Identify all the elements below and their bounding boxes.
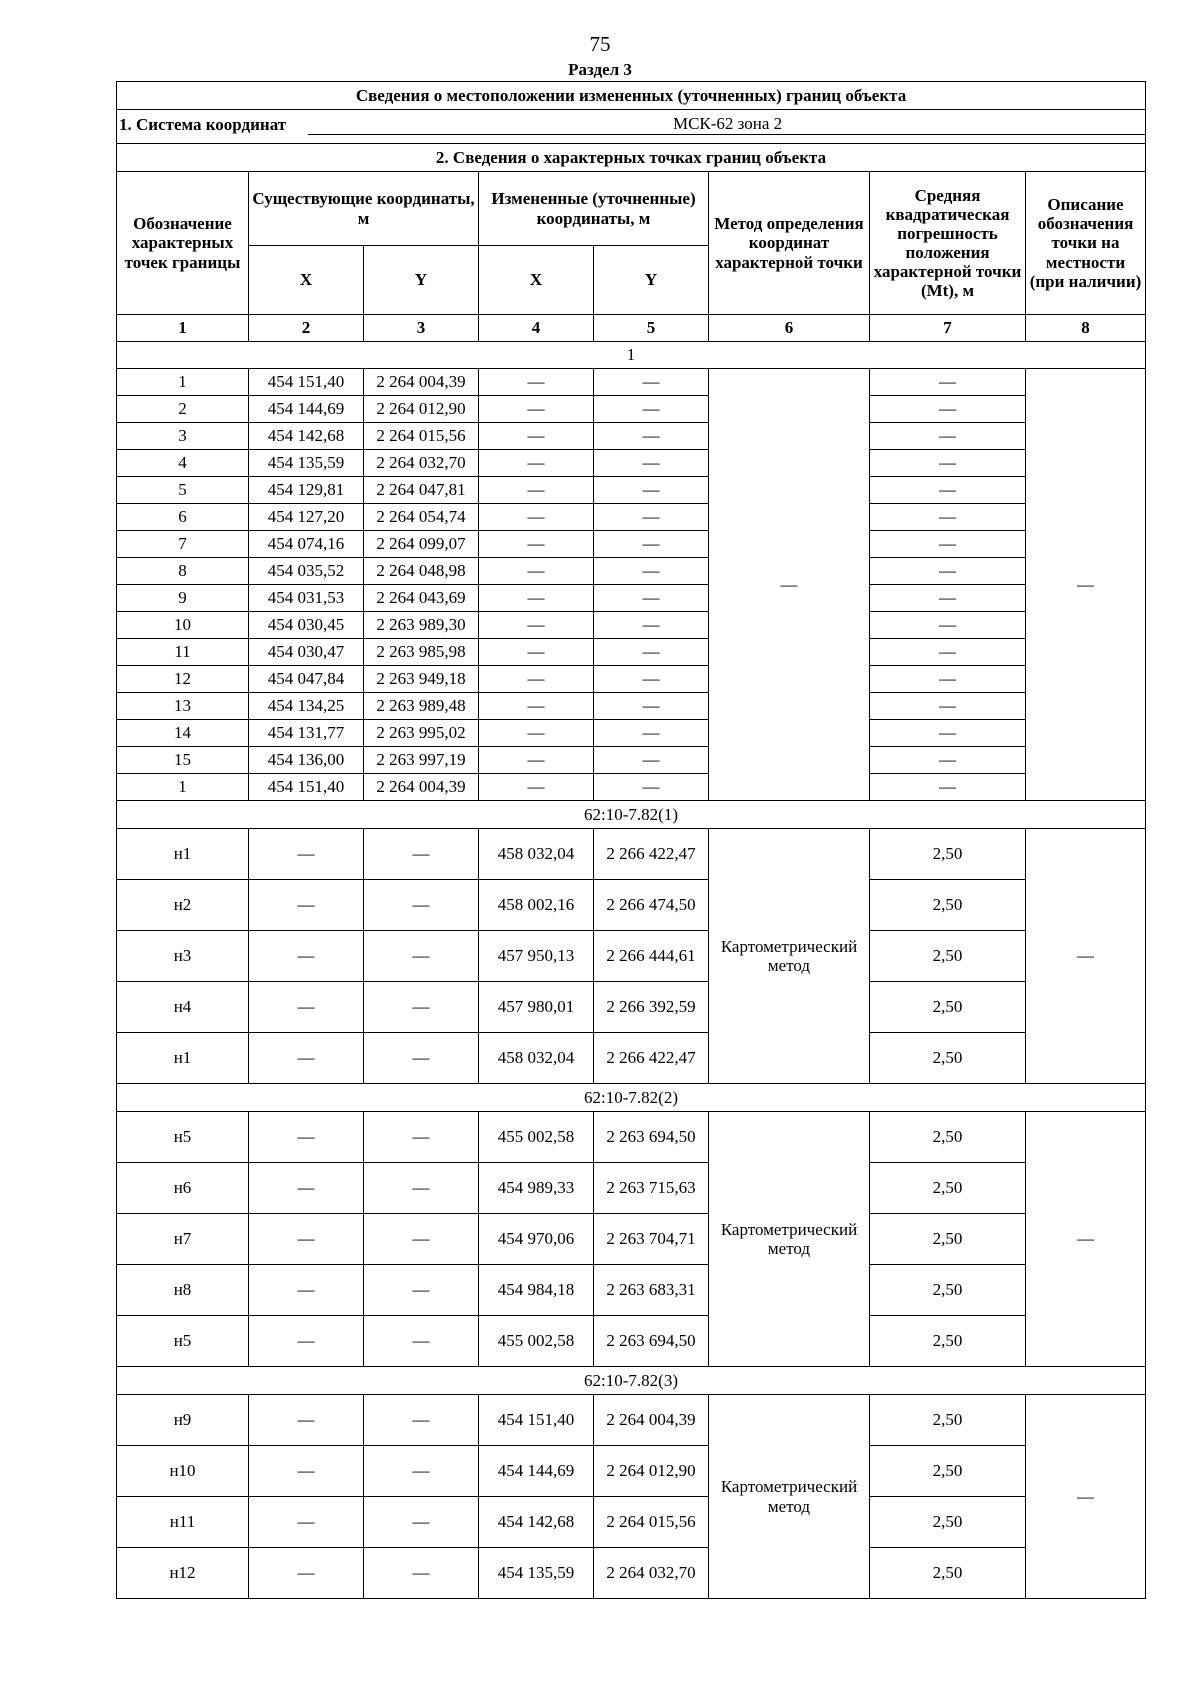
existing-y-cell: —: [364, 1395, 479, 1446]
existing-x-cell: —: [249, 1163, 364, 1214]
header-point-designation: Обозначение характерных точек границы: [117, 172, 249, 315]
existing-y-cell: —: [364, 1316, 479, 1367]
mt-cell: 2,50: [870, 1395, 1026, 1446]
table-row: [117, 423, 1146, 450]
changed-x-cell: —: [479, 396, 594, 423]
existing-y-cell: 2 263 995,02: [364, 720, 479, 747]
existing-x-cell: 454 134,25: [249, 693, 364, 720]
changed-x-cell: —: [479, 423, 594, 450]
description-cell: —: [1026, 369, 1146, 801]
point-id-cell: 10: [117, 612, 249, 639]
existing-x-cell: —: [249, 1497, 364, 1548]
table-row: [117, 1112, 1146, 1163]
header-existing-y: Y: [364, 246, 479, 315]
point-id-cell: 1: [117, 369, 249, 396]
table-row: [117, 1316, 1146, 1367]
changed-y-cell: —: [594, 720, 709, 747]
group-title: 62:10-7.82(3): [117, 1367, 1146, 1395]
existing-y-cell: 2 264 054,74: [364, 504, 479, 531]
column-number: 2: [249, 315, 364, 342]
existing-y-cell: 2 263 989,30: [364, 612, 479, 639]
point-id-cell: 13: [117, 693, 249, 720]
table-row: [117, 720, 1146, 747]
mt-cell: —: [870, 612, 1026, 639]
existing-x-cell: —: [249, 931, 364, 982]
table-row: [117, 477, 1146, 504]
point-id-cell: 14: [117, 720, 249, 747]
changed-y-cell: —: [594, 612, 709, 639]
existing-y-cell: 2 263 985,98: [364, 639, 479, 666]
existing-y-cell: —: [364, 1497, 479, 1548]
existing-x-cell: —: [249, 1548, 364, 1599]
changed-x-cell: —: [479, 747, 594, 774]
table-row: [117, 612, 1146, 639]
changed-x-cell: 454 144,69: [479, 1446, 594, 1497]
method-cell: Картометрический метод: [709, 829, 870, 1084]
existing-x-cell: 454 144,69: [249, 396, 364, 423]
changed-y-cell: —: [594, 369, 709, 396]
mt-cell: —: [870, 531, 1026, 558]
existing-y-cell: —: [364, 1033, 479, 1084]
header-description: Описание обозначения точки на местности (при наличии): [1026, 172, 1146, 315]
point-id-cell: 2: [117, 396, 249, 423]
point-id-cell: 4: [117, 450, 249, 477]
table-row: [117, 774, 1146, 801]
mt-cell: 2,50: [870, 931, 1026, 982]
changed-x-cell: —: [479, 450, 594, 477]
existing-x-cell: 454 151,40: [249, 774, 364, 801]
changed-x-cell: 458 032,04: [479, 829, 594, 880]
mt-cell: —: [870, 423, 1026, 450]
table-row: [117, 531, 1146, 558]
changed-y-cell: 2 263 683,31: [594, 1265, 709, 1316]
method-cell: Картометрический метод: [709, 1112, 870, 1367]
existing-x-cell: 454 135,59: [249, 450, 364, 477]
changed-y-cell: 2 266 422,47: [594, 1033, 709, 1084]
point-id-cell: 1: [117, 774, 249, 801]
existing-y-cell: —: [364, 931, 479, 982]
table-row: [117, 585, 1146, 612]
existing-x-cell: 454 035,52: [249, 558, 364, 585]
column-number: 1: [117, 315, 249, 342]
changed-y-cell: —: [594, 774, 709, 801]
existing-x-cell: —: [249, 982, 364, 1033]
changed-x-cell: —: [479, 693, 594, 720]
group-title-row: [117, 1084, 1146, 1112]
existing-y-cell: 2 264 012,90: [364, 396, 479, 423]
header-changed-coords: Измененные (уточненные) координаты, м: [479, 172, 709, 246]
existing-y-cell: —: [364, 1548, 479, 1599]
changed-y-cell: —: [594, 639, 709, 666]
table-row: [117, 880, 1146, 931]
mt-cell: 2,50: [870, 829, 1026, 880]
changed-y-cell: —: [594, 396, 709, 423]
subsection-title: 2. Сведения о характерных точках границ объекта: [117, 144, 1146, 172]
changed-x-cell: —: [479, 531, 594, 558]
changed-y-cell: 2 264 004,39: [594, 1395, 709, 1446]
table-row: [117, 1214, 1146, 1265]
changed-x-cell: 457 980,01: [479, 982, 594, 1033]
point-id-cell: н9: [117, 1395, 249, 1446]
point-id-cell: н1: [117, 829, 249, 880]
column-numbers-row: [117, 315, 1146, 342]
group-title-row: [117, 801, 1146, 829]
changed-x-cell: 454 151,40: [479, 1395, 594, 1446]
changed-y-cell: —: [594, 666, 709, 693]
existing-x-cell: —: [249, 880, 364, 931]
existing-x-cell: 454 030,45: [249, 612, 364, 639]
existing-y-cell: 2 263 997,19: [364, 747, 479, 774]
mt-cell: 2,50: [870, 1446, 1026, 1497]
changed-y-cell: 2 266 444,61: [594, 931, 709, 982]
point-id-cell: 8: [117, 558, 249, 585]
existing-x-cell: —: [249, 829, 364, 880]
point-id-cell: н8: [117, 1265, 249, 1316]
table-row: [117, 1548, 1146, 1599]
point-id-cell: н1: [117, 1033, 249, 1084]
changed-x-cell: —: [479, 720, 594, 747]
point-id-cell: 11: [117, 639, 249, 666]
header-existing-coords: Существующие координаты, м: [249, 172, 479, 246]
existing-x-cell: 454 127,20: [249, 504, 364, 531]
changed-y-cell: —: [594, 423, 709, 450]
existing-x-cell: 454 031,53: [249, 585, 364, 612]
changed-y-cell: 2 263 704,71: [594, 1214, 709, 1265]
table-row: [117, 450, 1146, 477]
existing-y-cell: 2 264 048,98: [364, 558, 479, 585]
point-id-cell: н4: [117, 982, 249, 1033]
column-number: 4: [479, 315, 594, 342]
table-row: [117, 666, 1146, 693]
existing-x-cell: 454 136,00: [249, 747, 364, 774]
mt-cell: —: [870, 477, 1026, 504]
table-row: [117, 1395, 1146, 1446]
table-row: [117, 1265, 1146, 1316]
changed-x-cell: 457 950,13: [479, 931, 594, 982]
changed-y-cell: 2 264 015,56: [594, 1497, 709, 1548]
existing-y-cell: —: [364, 829, 479, 880]
changed-y-cell: 2 264 012,90: [594, 1446, 709, 1497]
existing-x-cell: 454 030,47: [249, 639, 364, 666]
point-id-cell: н7: [117, 1214, 249, 1265]
changed-x-cell: 458 002,16: [479, 880, 594, 931]
mt-cell: 2,50: [870, 880, 1026, 931]
group-title: 1: [117, 342, 1146, 369]
method-cell: —: [709, 369, 870, 801]
mt-cell: —: [870, 666, 1026, 693]
existing-x-cell: 454 151,40: [249, 369, 364, 396]
point-id-cell: н5: [117, 1316, 249, 1367]
column-number: 6: [709, 315, 870, 342]
table-row: [117, 693, 1146, 720]
existing-y-cell: —: [364, 1446, 479, 1497]
existing-y-cell: 2 263 989,48: [364, 693, 479, 720]
column-number: 8: [1026, 315, 1146, 342]
mt-cell: —: [870, 774, 1026, 801]
column-number: 5: [594, 315, 709, 342]
changed-y-cell: —: [594, 504, 709, 531]
coordinate-system-label: 1. Система координат: [119, 115, 287, 135]
changed-x-cell: 458 032,04: [479, 1033, 594, 1084]
mt-cell: —: [870, 369, 1026, 396]
changed-x-cell: —: [479, 369, 594, 396]
changed-x-cell: —: [479, 666, 594, 693]
point-id-cell: н10: [117, 1446, 249, 1497]
changed-x-cell: —: [479, 639, 594, 666]
table-row: [117, 396, 1146, 423]
existing-x-cell: —: [249, 1446, 364, 1497]
table-row: [117, 1497, 1146, 1548]
existing-x-cell: —: [249, 1112, 364, 1163]
changed-x-cell: 455 002,58: [479, 1112, 594, 1163]
changed-x-cell: 454 984,18: [479, 1265, 594, 1316]
changed-x-cell: —: [479, 477, 594, 504]
table-row: [117, 504, 1146, 531]
changed-x-cell: 454 142,68: [479, 1497, 594, 1548]
changed-x-cell: 454 989,33: [479, 1163, 594, 1214]
changed-x-cell: 454 135,59: [479, 1548, 594, 1599]
changed-x-cell: —: [479, 558, 594, 585]
existing-y-cell: 2 264 004,39: [364, 369, 479, 396]
point-id-cell: 5: [117, 477, 249, 504]
table-row: [117, 1163, 1146, 1214]
mt-cell: 2,50: [870, 1316, 1026, 1367]
table-row: [117, 1446, 1146, 1497]
changed-x-cell: —: [479, 585, 594, 612]
mt-cell: 2,50: [870, 1497, 1026, 1548]
changed-y-cell: 2 263 715,63: [594, 1163, 709, 1214]
mt-cell: —: [870, 450, 1026, 477]
changed-y-cell: —: [594, 531, 709, 558]
existing-y-cell: 2 264 099,07: [364, 531, 479, 558]
existing-y-cell: 2 264 043,69: [364, 585, 479, 612]
point-id-cell: н11: [117, 1497, 249, 1548]
changed-x-cell: 454 970,06: [479, 1214, 594, 1265]
changed-y-cell: 2 266 474,50: [594, 880, 709, 931]
mt-cell: 2,50: [870, 982, 1026, 1033]
point-id-cell: н6: [117, 1163, 249, 1214]
changed-y-cell: 2 263 694,50: [594, 1112, 709, 1163]
point-id-cell: 9: [117, 585, 249, 612]
existing-y-cell: —: [364, 1214, 479, 1265]
changed-x-cell: —: [479, 774, 594, 801]
changed-y-cell: 2 264 032,70: [594, 1548, 709, 1599]
header-existing-x: X: [249, 246, 364, 315]
existing-y-cell: —: [364, 982, 479, 1033]
mt-cell: —: [870, 504, 1026, 531]
existing-x-cell: —: [249, 1214, 364, 1265]
table-row: [117, 982, 1146, 1033]
column-number: 3: [364, 315, 479, 342]
coordinate-system-row: [117, 110, 1146, 144]
table-title: Сведения о местоположении измененных (уточненных) границ объекта: [117, 82, 1146, 110]
section-title: Раздел 3: [568, 60, 632, 79]
table-row: [117, 369, 1146, 396]
group-title: 62:10-7.82(2): [117, 1084, 1146, 1112]
existing-y-cell: 2 264 004,39: [364, 774, 479, 801]
existing-x-cell: —: [249, 1316, 364, 1367]
existing-y-cell: —: [364, 1163, 479, 1214]
existing-x-cell: 454 129,81: [249, 477, 364, 504]
description-cell: —: [1026, 1112, 1146, 1367]
header-changed-x: X: [479, 246, 594, 315]
changed-y-cell: —: [594, 747, 709, 774]
table-row: [117, 747, 1146, 774]
mt-cell: 2,50: [870, 1112, 1026, 1163]
existing-x-cell: —: [249, 1033, 364, 1084]
table-row: [117, 931, 1146, 982]
table-row: [117, 829, 1146, 880]
existing-x-cell: 454 131,77: [249, 720, 364, 747]
existing-x-cell: —: [249, 1395, 364, 1446]
changed-y-cell: —: [594, 585, 709, 612]
mt-cell: 2,50: [870, 1214, 1026, 1265]
page-number: 75: [589, 32, 611, 56]
changed-x-cell: —: [479, 504, 594, 531]
changed-y-cell: 2 266 422,47: [594, 829, 709, 880]
point-id-cell: н5: [117, 1112, 249, 1163]
point-id-cell: н3: [117, 931, 249, 982]
boundary-points-table: [116, 81, 1146, 1599]
group-title: 62:10-7.82(1): [117, 801, 1146, 829]
changed-y-cell: —: [594, 450, 709, 477]
existing-y-cell: 2 264 032,70: [364, 450, 479, 477]
group-title-row: [117, 342, 1146, 369]
changed-x-cell: —: [479, 612, 594, 639]
existing-x-cell: —: [249, 1265, 364, 1316]
point-id-cell: 7: [117, 531, 249, 558]
point-id-cell: н12: [117, 1548, 249, 1599]
mt-cell: —: [870, 396, 1026, 423]
group-title-row: [117, 1367, 1146, 1395]
mt-cell: —: [870, 720, 1026, 747]
column-number: 7: [870, 315, 1026, 342]
point-id-cell: 6: [117, 504, 249, 531]
existing-x-cell: 454 047,84: [249, 666, 364, 693]
existing-y-cell: 2 264 015,56: [364, 423, 479, 450]
changed-y-cell: 2 266 392,59: [594, 982, 709, 1033]
mt-cell: 2,50: [870, 1265, 1026, 1316]
mt-cell: —: [870, 585, 1026, 612]
header-method: Метод определения координат характерной точки: [709, 172, 870, 315]
changed-y-cell: —: [594, 693, 709, 720]
mt-cell: 2,50: [870, 1033, 1026, 1084]
mt-cell: 2,50: [870, 1163, 1026, 1214]
description-cell: —: [1026, 829, 1146, 1084]
existing-y-cell: 2 264 047,81: [364, 477, 479, 504]
point-id-cell: 12: [117, 666, 249, 693]
existing-x-cell: 454 142,68: [249, 423, 364, 450]
existing-y-cell: —: [364, 1112, 479, 1163]
changed-y-cell: 2 263 694,50: [594, 1316, 709, 1367]
mt-cell: —: [870, 693, 1026, 720]
coordinate-system-value: МСК-62 зона 2: [308, 114, 1145, 134]
table-row: [117, 639, 1146, 666]
table-row: [117, 558, 1146, 585]
existing-y-cell: —: [364, 1265, 479, 1316]
existing-y-cell: —: [364, 880, 479, 931]
changed-y-cell: —: [594, 477, 709, 504]
description-cell: —: [1026, 1395, 1146, 1599]
point-id-cell: 15: [117, 747, 249, 774]
table-row: [117, 1033, 1146, 1084]
mt-cell: —: [870, 558, 1026, 585]
mt-cell: —: [870, 747, 1026, 774]
header-changed-y: Y: [594, 246, 709, 315]
header-mt: Средняя квадратическая погрешность положения характерной точки (Mt), м: [870, 172, 1026, 315]
existing-x-cell: 454 074,16: [249, 531, 364, 558]
changed-y-cell: —: [594, 558, 709, 585]
existing-y-cell: 2 263 949,18: [364, 666, 479, 693]
point-id-cell: н2: [117, 880, 249, 931]
mt-cell: 2,50: [870, 1548, 1026, 1599]
changed-x-cell: 455 002,58: [479, 1316, 594, 1367]
point-id-cell: 3: [117, 423, 249, 450]
mt-cell: —: [870, 639, 1026, 666]
method-cell: Картометрический метод: [709, 1395, 870, 1599]
